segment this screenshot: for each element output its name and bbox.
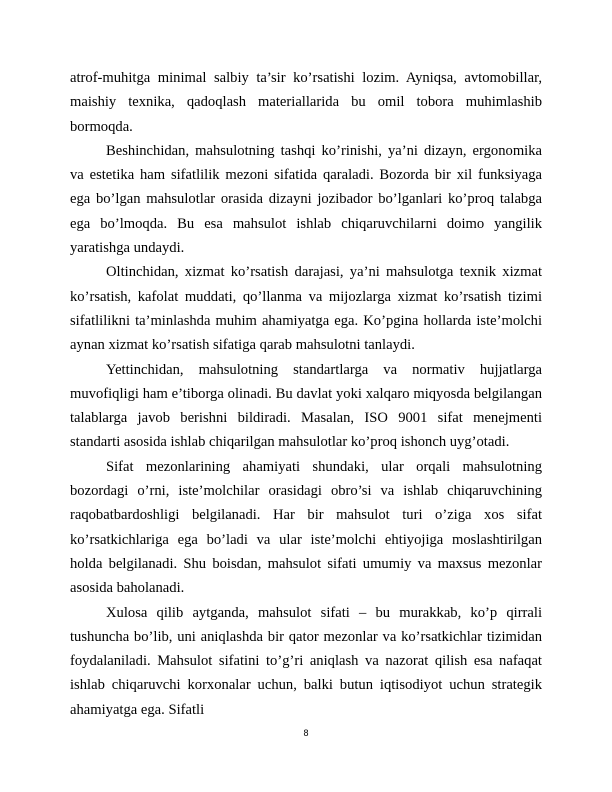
paragraph-continuation: atrof-muhitga minimal salbiy ta’sir ko’rsatishi lozim. Ayniqsa, avtomobillar, maishiy texnika, qadoqlash materiallarida bu omil tobora muhimlashib bormoqda. bbox=[70, 70, 542, 135]
paragraph-conclusion: Xulosa qilib aytganda, mahsulot sifati – bu murakkab, ko’p qirrali tushuncha bo’lib, uni aniqlashda bir qator mezonlar va ko’rsatkichlar tizimidan foydalaniladi. Mahsulot sifatini to’g’ri aniqlash va nazorat qilish esa nafaqat ishlab chiqaruvchi korxonalar uchun, balki butun iqtisodiyot uchun strategik ahamiyatga ega. Sifatli bbox=[70, 604, 542, 718]
body-text bbox=[70, 66, 542, 722]
paragraph-seventh-criterion: Yettinchidan, mahsulotning standartlarga va normativ hujjatlarga muvofiqligi ham e’tiborga olinadi. Bu davlat yoki xalqaro miqyosda belgilangan talablarga javob berishni bildiradi. Masalan, ISO 9001 sifat menejmenti standarti asosida ishlab chiqarilgan mahsulotlar ko’proq ishonch uyg’otadi. bbox=[70, 361, 542, 451]
paragraph-importance: Sifat mezonlarining ahamiyati shundaki, ular orqali mahsulotning bozordagi o’rni, iste’molchilar orasidagi obro’si va ishlab chiqaruvchining raqobatbardoshligi belgilanadi. Har bir mahsulot turi o’ziga xos sifat ko’rsatkichlariga ega bo’ladi va ular iste’molchi ehtiyojiga moslashtirilgan holda belgilanadi. Shu boisdan, mahsulot sifati umumiy va maxsus mezonlar asosida baholanadi. bbox=[70, 458, 542, 597]
paragraph-fifth-criterion: Beshinchidan, mahsulotning tashqi ko’rinishi, ya’ni dizayn, ergonomika va estetika ham sifatlilik mezoni sifatida qaraladi. Bozorda bir xil funksiyaga ega bo’lgan mahsulotlar orasida dizayni jozibador bo’lganlari ko’proq talabga ega bo’lmoqda. Bu esa mahsulot ishlab chiqaruvchilarni doimo yangilik yaratishga undaydi. bbox=[70, 142, 542, 257]
paragraph-sixth-criterion: Oltinchidan, xizmat ko’rsatish darajasi, ya’ni mahsulotga texnik xizmat ko’rsatish, kafolat muddati, qo’llanma va mijozlarga xizmat ko’rsatish tizimi sifatlilikni ta’minlashda muhim ahamiyatga ega. Ko’pgina hollarda iste’molchi aynan xizmat ko’rsatish sifatiga qarab mahsulotni tanlaydi. bbox=[70, 264, 542, 354]
page-number: 8 bbox=[303, 728, 309, 738]
